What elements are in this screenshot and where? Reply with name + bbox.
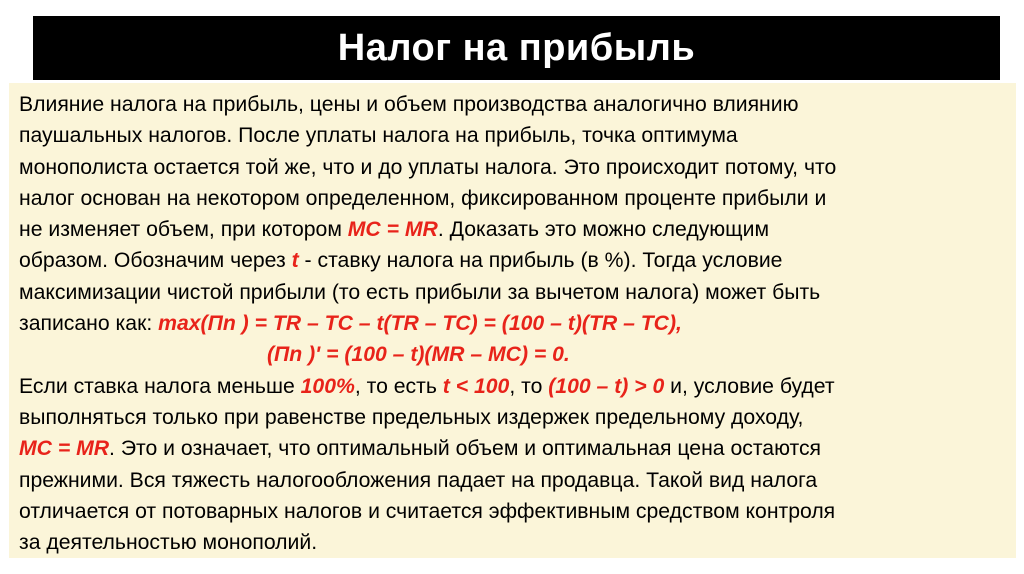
- line-3: монополиста остается той же, что и до уплаты налога. Это происходит потому, что: [19, 155, 837, 179]
- mc-mr-condition: MC = MR: [19, 437, 110, 461]
- line-14: отличается от потоварных налогов и считается эффективным средством контроля: [19, 499, 836, 523]
- line-15: за деятельностью монополий.: [19, 531, 318, 555]
- t-variable: t: [291, 249, 299, 273]
- content-box: [9, 83, 1016, 558]
- line-10-text: Если ставка налога меньше: [19, 374, 301, 398]
- line-5-text: не изменяет объем, при котором: [19, 218, 348, 242]
- formula-derivative: (Пn )' = (100 – t)(MR – MC) = 0.: [267, 343, 570, 367]
- line-8-text: записано как:: [19, 312, 159, 336]
- line-5-text-end: . Доказать это можно следующим: [437, 218, 770, 242]
- line-12-text: . Это и означает, что оптимальный объем и оптимальная цена остаются: [109, 437, 822, 461]
- line-1: Влияние налога на прибыль, цены и объем производства аналогично влиянию: [19, 93, 799, 116]
- line-4: налог основан на некотором определенном, фиксированном проценте прибыли и: [19, 186, 827, 210]
- line-10-text-d: и, условие будет: [664, 374, 835, 398]
- line-10-text-c: , то: [509, 374, 549, 398]
- title-bar: [33, 16, 1000, 80]
- formula-max-profit: max(Пn ) = TR – TC – t(TR – TC) = (100 – t)(TR – TC),: [158, 312, 682, 336]
- line-13: прежними. Вся тяжесть налогообложения падает на продавца. Такой вид налога: [19, 468, 818, 492]
- line-10-text-b: , то есть: [354, 374, 443, 398]
- rate-100-percent: 100%: [300, 374, 355, 398]
- slide-title: Налог на прибыль: [337, 26, 696, 69]
- line-6-text-end: - ставку налога на прибыль (в %). Тогда условие: [298, 249, 783, 273]
- body-text: [19, 89, 1016, 558]
- t-less-100: t < 100: [442, 374, 510, 398]
- line-6-text: образом. Обозначим через: [19, 249, 292, 273]
- line-11: выполняться только при равенстве предельных издержек предельному доходу,: [19, 405, 804, 429]
- mc-mr-highlight: MC = MR: [347, 218, 438, 242]
- line-2: паушальных налогов. После уплаты налога на прибыль, точка оптимума: [19, 124, 738, 148]
- positive-factor: (100 – t) > 0: [548, 374, 665, 398]
- line-7: максимизации чистой прибыли (то есть прибыли за вычетом налога) может быть: [19, 280, 821, 304]
